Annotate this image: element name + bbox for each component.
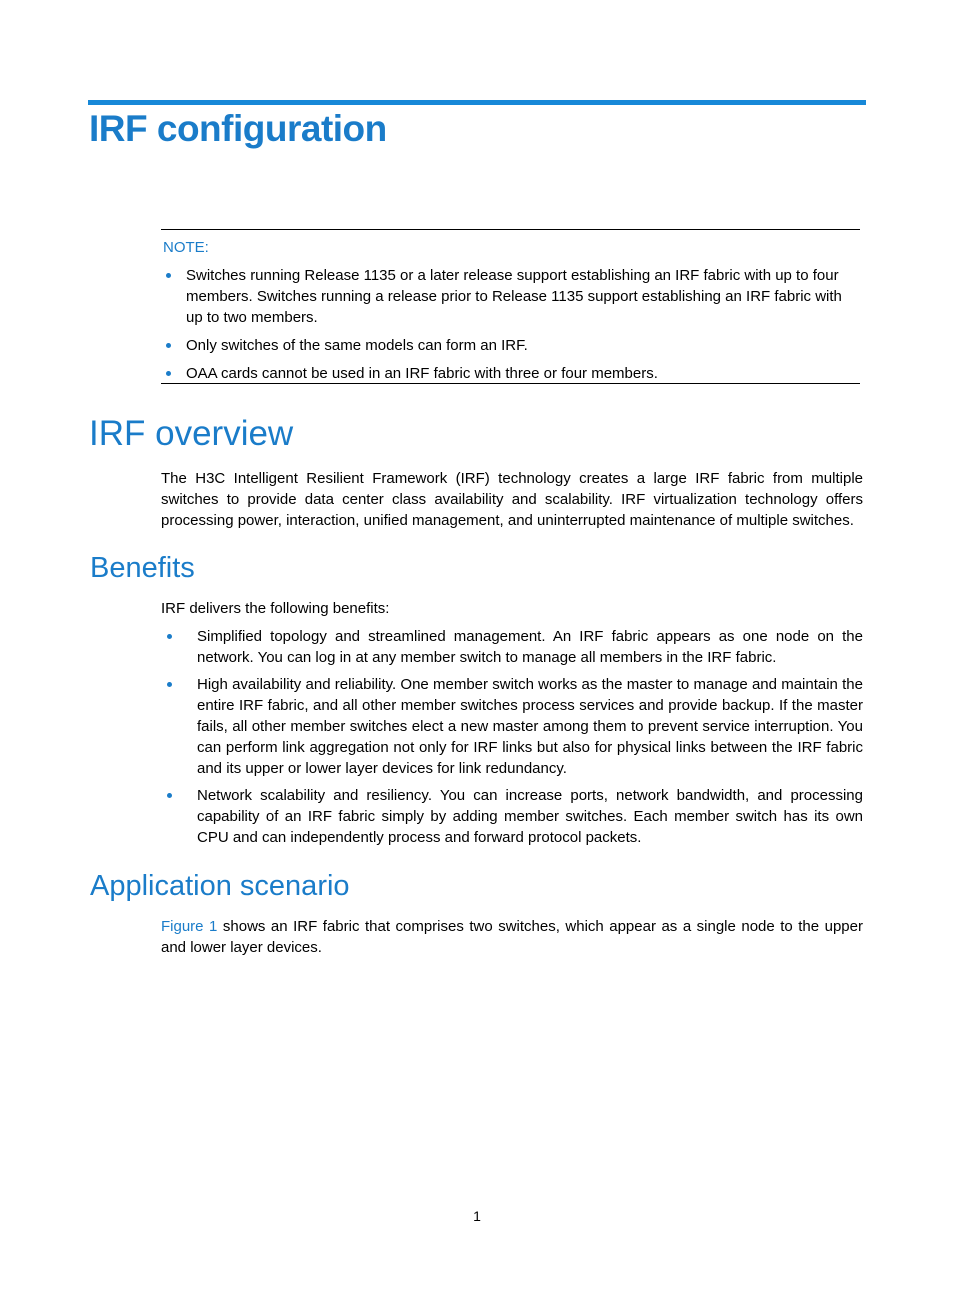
application-heading: Application scenario (90, 870, 350, 902)
bullet-icon (166, 371, 171, 376)
bullet-icon (167, 682, 172, 687)
application-paragraph: Figure 1 shows an IRF fabric that comprises two switches, which appear as a single node to the upper and lower layer devices. (161, 918, 863, 956)
benefit-item: Simplified topology and streamlined management. An IRF fabric appears as one node on the network. You can log in at any member switch to manage all members in the IRF fabric. (161, 626, 863, 668)
benefits-list (161, 626, 863, 854)
note-label: NOTE: (163, 239, 209, 256)
benefits-heading: Benefits (90, 552, 195, 584)
figure-link[interactable]: Figure 1 (161, 918, 218, 935)
chapter-rule (88, 100, 866, 105)
bullet-icon (167, 793, 172, 798)
overview-heading: IRF overview (89, 414, 294, 453)
benefit-item: Network scalability and resiliency. You can increase ports, network bandwidth, and processing capability of an IRF fabric simply by adding member switches. Each member switch has its own CPU and can independently process and forward protocol packets. (161, 785, 863, 848)
overview-paragraph: The H3C Intelligent Resilient Framework (IRF) technology creates a large IRF fabric from multiple switches to provide data center class availability and scalability. IRF virtualization technology offers processing power, interaction, unified management, and uninterrupted maintenance of multiple switches. (161, 470, 863, 529)
page-number: 1 (473, 1208, 481, 1224)
benefit-item: High availability and reliability. One member switch works as the master to manage and maintain the entire IRF fabric, and all other member switches process services and provide backup. If the master fails, all other member switches elect a new master among them to prevent service interruption. You can perform link aggregation not only for IRF links but also for physical links between the IRF fabric and its upper or lower layer devices for link redundancy. (161, 674, 863, 779)
note-list (161, 265, 860, 391)
note-box (161, 229, 860, 384)
benefits-intro: IRF delivers the following benefits: (161, 600, 390, 617)
note-item: Only switches of the same models can form an IRF. (161, 335, 860, 356)
chapter-title: IRF configuration (89, 108, 387, 149)
bullet-icon (166, 273, 171, 278)
bullet-icon (167, 634, 172, 639)
note-item: Switches running Release 1135 or a later release support establishing an IRF fabric with up to four members. Switches running a release prior to Release 1135 support establishing an IRF fabric with up to two members. (161, 265, 860, 328)
note-item: OAA cards cannot be used in an IRF fabric with three or four members. (161, 363, 860, 384)
bullet-icon (166, 343, 171, 348)
